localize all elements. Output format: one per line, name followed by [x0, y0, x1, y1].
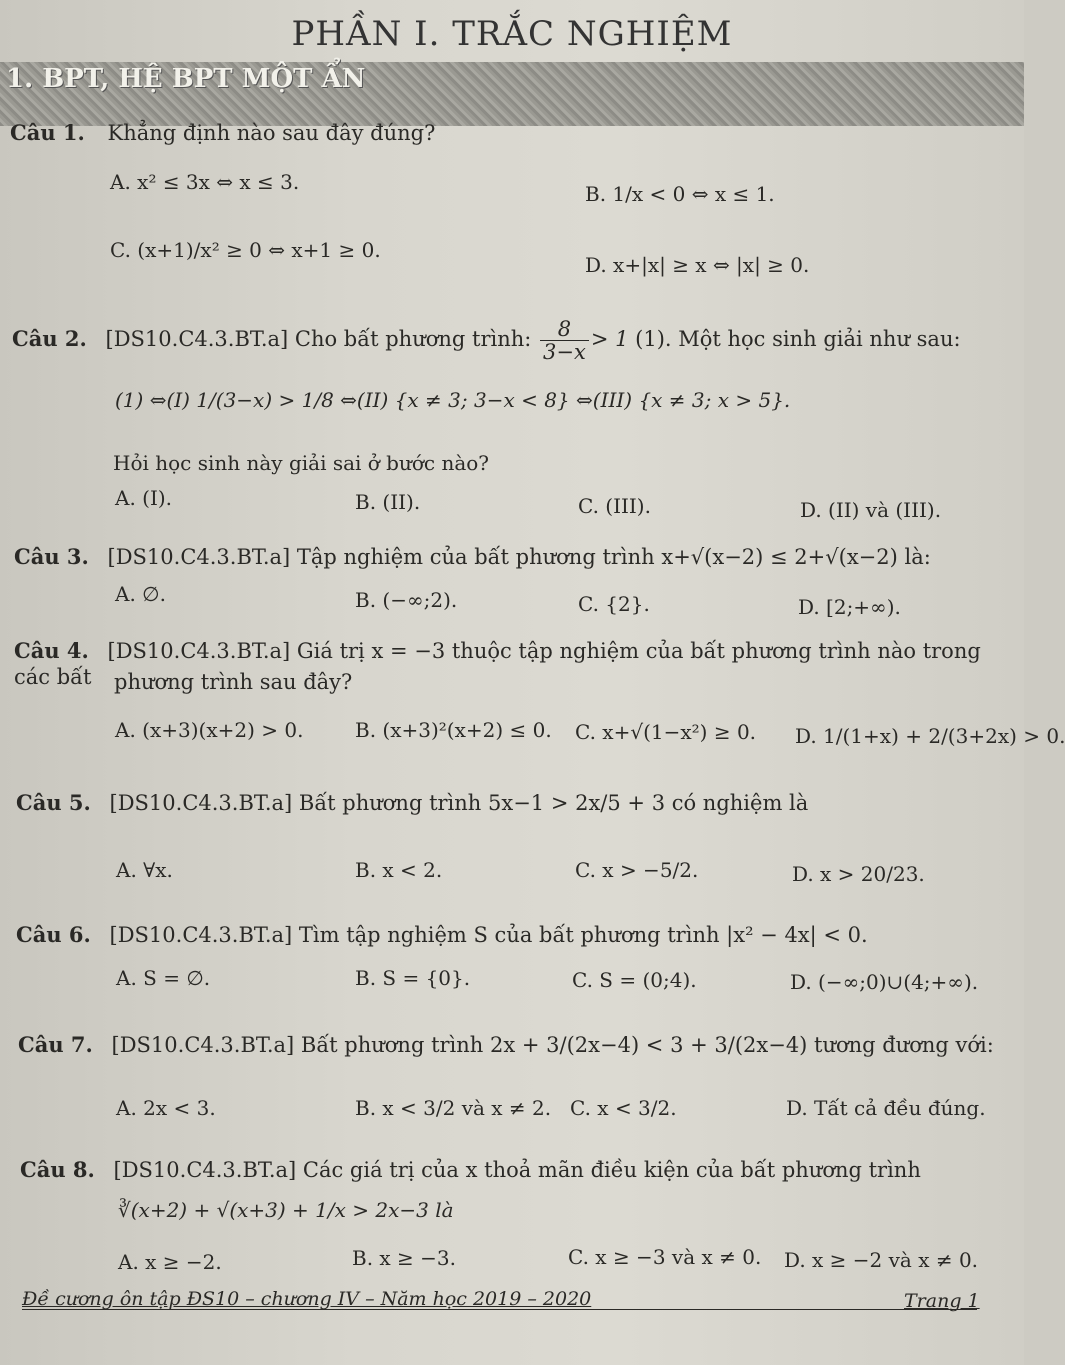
question-label: Câu 8.	[20, 1157, 95, 1182]
followup-text: Hỏi học sinh này giải sai ở bước nào?	[113, 451, 490, 475]
question-text-line2: phương trình sau đây?	[114, 670, 353, 694]
option-a: A. S = ∅.	[116, 966, 211, 990]
option-b: B. (x+3)²(x+2) ≤ 0.	[355, 718, 552, 742]
option-a: A. ∀x.	[116, 858, 173, 882]
option-d: D. (−∞;0)∪(4;+∞).	[790, 970, 979, 994]
option-c: C. (III).	[578, 494, 651, 518]
option-a: A. ∅.	[115, 582, 166, 606]
question-text: [DS10.C4.3.BT.a] Giá trị x = −3 thuộc tập nghiệm của bất phương trình nào trong các bất	[14, 639, 981, 689]
solution-steps: (1) ⇔(I) 1/(3−x) > 1/8 ⇔(II) {x ≠ 3; 3−x < 8} ⇔(III) {x ≠ 3; x > 5}.	[115, 388, 791, 412]
option-a: A. x ≥ −2.	[118, 1250, 222, 1274]
footer-divider	[22, 1309, 977, 1310]
option-b: B. (II).	[355, 490, 421, 514]
question-label: Câu 1.	[10, 120, 85, 145]
option-c: C. S = (0;4).	[572, 968, 697, 992]
fraction: $\frac{8}{3-x}$	[540, 318, 589, 363]
option-d: D. x > 20/23.	[792, 862, 925, 886]
option-b: B. 1/x < 0 ⇔ x ≤ 1.	[585, 182, 775, 206]
footer-course-title: Đề cương ôn tập ĐS10 – chương IV – Năm học 2019 – 2020	[22, 1288, 592, 1310]
question-text: [DS10.C4.3.BT.a] Bất phương trình 5x−1 > 2x/5 + 3 có nghiệm là	[109, 791, 809, 815]
question-6	[16, 922, 868, 948]
option-d: D. 1/(1+x) + 2/(3+2x) > 0.	[795, 724, 1065, 748]
question-7	[18, 1032, 994, 1058]
question-text: [DS10.C4.3.BT.a] Bất phương trình 2x + 3/(2x−4) < 3 + 3/(2x−4) tương đương với:	[111, 1033, 994, 1057]
option-a: A. (x+3)(x+2) > 0.	[115, 718, 304, 742]
question-label: Câu 3.	[14, 544, 89, 569]
option-b: B. S = {0}.	[355, 966, 471, 990]
question-2: Câu 2. [DS10.C4.3.BT.a] Cho bất phương trình: $\frac{8}{3-x}$ > 1 (1). Một học sinh giải như sau:	[12, 317, 961, 364]
question-label: Câu 4.	[14, 638, 89, 663]
question-3	[14, 544, 931, 570]
question-text-line2: ∛(x+2) + √(x+3) + 1/x > 2x−3 là	[118, 1198, 454, 1222]
option-c: C. {2}.	[578, 592, 650, 616]
question-8	[20, 1157, 1020, 1183]
question-text-after: (1). Một học sinh giải như sau:	[635, 327, 961, 351]
option-c: C. (x+1)/x² ≥ 0 ⇔ x+1 ≥ 0.	[110, 238, 381, 262]
option-c: C. x+√(1−x²) ≥ 0.	[575, 720, 757, 744]
question-text: Khẳng định nào sau đây đúng?	[107, 121, 436, 145]
option-c: C. x > −5/2.	[575, 858, 699, 882]
option-b: B. x < 3/2 và x ≠ 2.	[355, 1096, 552, 1120]
option-b: B. (−∞;2).	[355, 588, 458, 612]
question-label: Câu 6.	[16, 922, 91, 947]
footer-page-number: Trang 1	[904, 1290, 980, 1312]
question-label: Câu 7.	[18, 1032, 93, 1057]
option-c: C. x < 3/2.	[570, 1096, 677, 1120]
question-label: Câu 2.	[12, 326, 87, 351]
question-1	[10, 120, 435, 146]
question-text: [DS10.C4.3.BT.a] Tập nghiệm của bất phương trình x+√(x−2) ≤ 2+√(x−2) là:	[107, 545, 931, 569]
option-a: A. 2x < 3.	[116, 1096, 216, 1120]
question-5	[16, 790, 808, 816]
option-a: A. x² ≤ 3x ⇔ x ≤ 3.	[110, 170, 300, 194]
option-d: D. x ≥ −2 và x ≠ 0.	[784, 1248, 979, 1272]
section-heading: 1. BPT, HỆ BPT MỘT ẨN	[6, 64, 366, 94]
option-a: A. (I).	[115, 486, 173, 510]
option-b: B. x ≥ −3.	[352, 1246, 457, 1270]
question-text: [DS10.C4.3.BT.a] Các giá trị của x thoả mãn điều kiện của bất phương trình	[113, 1158, 921, 1182]
part-title: PHẦN I. TRẮC NGHIỆM	[291, 14, 733, 54]
section-band	[0, 62, 1024, 126]
option-b: B. x < 2.	[355, 858, 443, 882]
option-d: D. Tất cả đều đúng.	[786, 1096, 986, 1120]
option-d: D. (II) và (III).	[800, 498, 942, 522]
option-d: D. [2;+∞).	[798, 595, 901, 619]
option-d: D. x+|x| ≥ x ⇔ |x| ≥ 0.	[585, 253, 810, 277]
question-label: Câu 5.	[16, 790, 91, 815]
question-text: [DS10.C4.3.BT.a] Cho bất phương trình:	[105, 327, 532, 351]
question-text: [DS10.C4.3.BT.a] Tìm tập nghiệm S của bất phương trình |x² − 4x| < 0.	[109, 923, 868, 947]
option-c: C. x ≥ −3 và x ≠ 0.	[568, 1245, 762, 1269]
